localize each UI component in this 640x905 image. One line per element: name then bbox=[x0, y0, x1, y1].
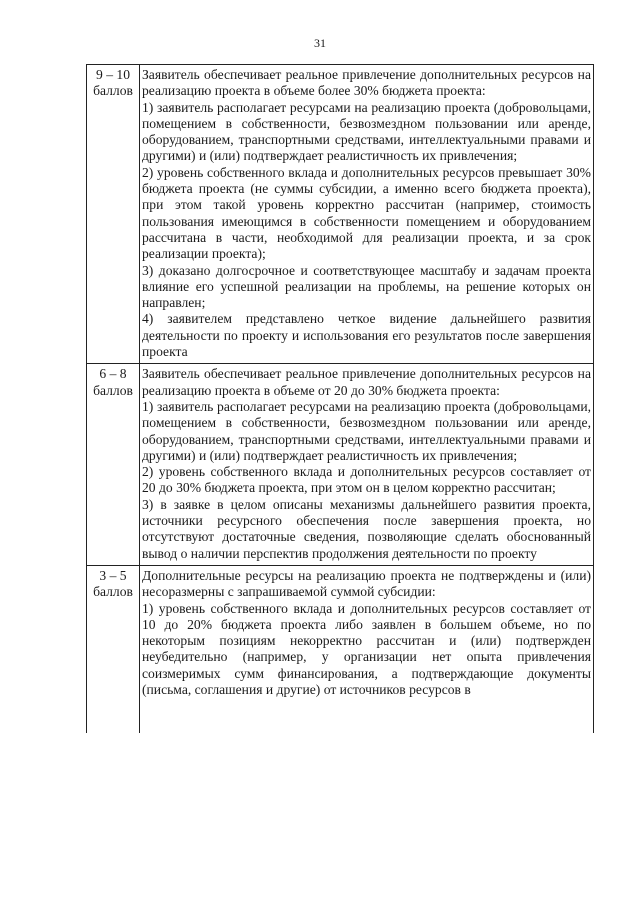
score-unit: баллов bbox=[93, 382, 133, 398]
criteria-paragraph: 2) уровень собственного вклада и дополнительных ресурсов составляет от 20 до 30% бюджета проекта, при этом он в целом корректно рассчитан; bbox=[142, 464, 591, 496]
criteria-paragraph: 2) уровень собственного вклада и дополнительных ресурсов превышает 30% бюджета проекта (не суммы субсидии, а именно всего бюджета проекта), при этом такой уровень корректно рассчитан (например, стоимость пользования имеющимся в собственности помещением и оборудованием рассчитана в части, необходимой для реализации проекта, и за срок реализации проекта); bbox=[142, 164, 591, 262]
table-row bbox=[87, 65, 594, 364]
criteria-paragraph: 4) заявителем представлено четкое видение дальнейшего развития деятельности по проекту и использования его результатов после завершения проекта bbox=[142, 311, 591, 360]
criteria-paragraph: 1) заявитель располагает ресурсами на реализацию проекта (добровольцами, помещением в собственности, безвозмездном пользовании или аренде, оборудованием, транспортными средствами, интеллектуальными правами и другими) и (или) подтверждает реалистичность их привлечения; bbox=[142, 99, 591, 164]
criteria-paragraph: 3) в заявке в целом описаны механизмы дальнейшего развития проекта, источники ресурсного обеспечения после завершения проекта, но отсутствуют достаточные сведения, позволяющие сделать обоснованный вывод о наличии перспектив продолжения деятельности по проекту bbox=[142, 496, 591, 561]
criteria-text-clip bbox=[142, 568, 591, 730]
criteria-paragraph: Заявитель обеспечивает реальное привлечение дополнительных ресурсов на реализацию проекта в объеме от 20 до 30% бюджета проекта: bbox=[142, 366, 591, 398]
criteria-description bbox=[140, 364, 594, 566]
criteria-paragraph: Дополнительные ресурсы на реализацию проекта не подтверждены и (или) несоразмерны с запрашиваемой суммой субсидии: bbox=[142, 567, 591, 600]
score-cell bbox=[87, 65, 140, 364]
score-cell bbox=[87, 565, 140, 733]
table-row bbox=[87, 565, 594, 733]
page-number: 31 bbox=[314, 36, 326, 50]
criteria-description bbox=[140, 65, 594, 364]
score-cell bbox=[87, 364, 140, 566]
criteria-paragraph: 1) уровень собственного вклада и дополнительных ресурсов составляет от 10 до 20% бюджета проекта либо заявлен в большем объеме, но по некоторым позициям некорректно рассчитан и (или) подтвержден неубедительно (например, у организации нет опыта привлечения соизмеримых сумм финансирования, а подтверждающие документы (письма, соглашения и другие) от источников ресурсов в bbox=[142, 600, 591, 697]
criteria-paragraph: 3) доказано долгосрочное и соответствующее масштабу и задачам проекта влияние его успешной реализации на проблемы, на решение которых он направлен; bbox=[142, 262, 591, 311]
score-unit: баллов bbox=[93, 584, 133, 600]
criteria-description bbox=[140, 565, 594, 733]
score-unit: баллов bbox=[93, 83, 133, 99]
table-row bbox=[87, 364, 594, 566]
score-range: 6 – 8 bbox=[99, 366, 127, 382]
criteria-paragraph: 1) заявитель располагает ресурсами на реализацию проекта (добровольцами, помещением в собственности, безвозмездном пользовании или аренде, оборудованием, транспортными средствами, интеллектуальными правами и другими) и (или) подтверждает реалистичность их привлечения; bbox=[142, 398, 591, 463]
score-range: 9 – 10 bbox=[96, 67, 130, 82]
criteria-paragraph: Заявитель обеспечивает реальное привлечение дополнительных ресурсов на реализацию проекта в объеме более 30% бюджета проекта: bbox=[142, 67, 591, 99]
score-range: 3 – 5 bbox=[99, 567, 127, 583]
criteria-table bbox=[86, 64, 594, 733]
